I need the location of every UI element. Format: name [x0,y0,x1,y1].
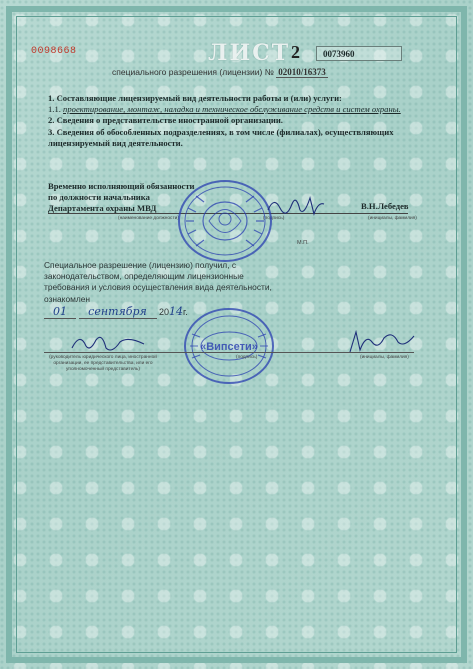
sheet-title: ЛИСТ [208,40,291,66]
item-1-heading: 1. Составляющие лицензируемый вид деятельности работы и (или) услуги: [48,93,342,103]
signatory-position [48,181,195,214]
item-1-1 [48,104,443,115]
signatory-surname: В.Н.Лебедев [361,201,409,211]
signatory-line-3: Департамента охраны МВД [48,203,157,213]
item-2: 2. Сведения о представительстве иностранной организации. [48,115,283,126]
date-year-prefix: 20 [159,307,170,317]
license-items [48,93,443,149]
item-3: 3. Сведения об обособленных подразделениях, в том числе (филиалах), осуществляющих лицензируемый вид деятельности. [48,126,394,148]
date-year-suffix: 14 [169,305,184,318]
item-1-1-prefix: 1.1. [48,104,61,115]
subtitle [112,67,328,77]
official-seal-icon [176,178,274,264]
form-number-box: 0073960 [316,46,402,61]
license-number: 02010/16373 [278,67,326,77]
signature-1-icon [266,190,326,218]
subtitle-text: специального разрешения (лицензии) № [112,67,274,77]
date-month: сентября [88,305,147,318]
serial-number: 0098668 [31,46,77,57]
caption-initials-2: (инициалы, фамилия) [360,355,409,360]
acknowledgement-text: Специальное разрешение (лицензию) получил, с законодательством, определяющим лицензионные требования и условия осуществления вида деятельности, ознакомлен [44,260,272,304]
acknowledgement-date [44,305,188,319]
stamp-place-label: М.П. [297,240,309,246]
caption-representative: (руководитель юридического лица, иностранной организации, ее представительства, или его уполномоченный представитель) [49,355,157,372]
item-1-1-text: проектирование, монтаж, наладка и техническое обслуживание средств и систем охраны. [63,104,401,115]
caption-signature-2: (подпись) [236,355,258,360]
company-seal-icon [182,306,276,386]
signatory-line-2: по должности начальника [48,192,150,202]
sheet-number: 2 [291,42,300,62]
company-seal-name: «Випсети» [200,341,258,353]
signature-line-2 [44,352,414,353]
caption-signature: (подпись) [263,216,285,221]
caption-position: (наименование должности) [118,216,179,221]
date-day: 01 [53,305,67,318]
caption-initials: (инициалы, фамилия) [368,216,417,221]
signatory-line-1: Временно исполняющий обязанности [48,181,195,191]
date-year-end: г. [183,307,188,317]
